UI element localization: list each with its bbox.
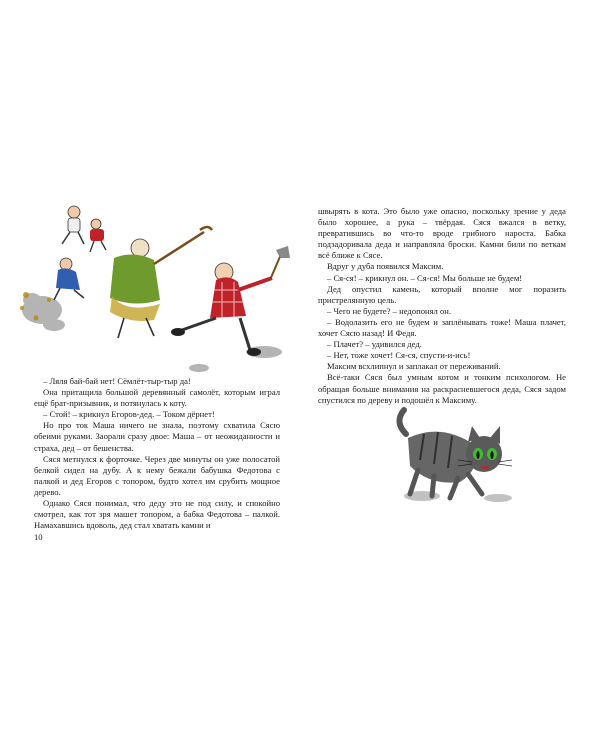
paragraph: швырять в кота. Это было уже опасно, поскольку зрение у деда было хорошее, а рука – твёрдая. Сяся вжался в ветку, превратившись во что-то вроде грибного нароста. Бабка подзадоривала деда и направляла броски. Камни били по веткам всё ближе к Сясе. [318,206,566,261]
paragraph: Дед опустил камень, который вполне мог поразить пристрелянную цель. [318,283,566,305]
page-number: 10 [34,532,43,542]
chase-illustration-drawing [14,200,314,375]
paragraph: – Водолазить его не будем и заплёнывать тоже! Маша плачет, хочет Сясю назад! И Федя. [318,316,566,339]
paragraph: – Ся-ся! – крикнул он. – Ся-ся! Мы больше не будем! [327,272,523,283]
paragraph: – Ляля бай-бай нет! Сёмлёт-тыр-тыр да! [43,376,191,386]
cat-drawing [388,400,528,508]
cat-illustration [388,400,528,508]
left-text-column [34,376,280,531]
chase-illustration [14,200,314,375]
paragraph: Сяся метнулся к форточке. Через две минуты он уже полосатой белкой сидел на дубу. А к нему бежали бабушка Федотова с палкой и дед Егоров с топором, будто хотел им срубить мощное дерево. [34,453,280,497]
paragraph: Всё-таки Сяся был умным котом и тонким психологом. Не обращая больше внимания на раскрасневшегося деда, Сяся задом спустился по дереву и подошёл к Максиму. [318,372,566,405]
paragraph: Она притащила большой деревянный самолёт, которым играл ещё брат-призывник, и потянулась к коту. [34,387,280,409]
paragraph: – Стой! – крикнул Егоров-дед. – Током дёрнет! [43,409,215,420]
paragraph: Однако Сяся понимал, что деду это не под силу, и спокойно смотрел, как тот зря машет топором, а бабка Федотова – палкой. Намахавшись вдоволь, дед стал хватать камни и [34,498,280,531]
paragraph: Вдруг у дуба появился Максим. [327,261,444,272]
paragraph: – Чего не будете? – недопонял он. [327,305,452,316]
paragraph: Но про ток Маша ничего не знала, поэтому схватила Сясю обеими руками. Заорали сразу двое: Маша – от неожиданности и страха, дед – от бешенства. [34,420,280,453]
right-text-column [318,206,566,406]
paragraph: – Нет, тоже хочет! Ся-ся, спусти-и-ись! [327,350,471,361]
paragraph: Максим всхлипнул и заплакал от переживаний. [327,361,501,372]
paragraph: – Плачет? – удивился дед. [327,339,422,350]
